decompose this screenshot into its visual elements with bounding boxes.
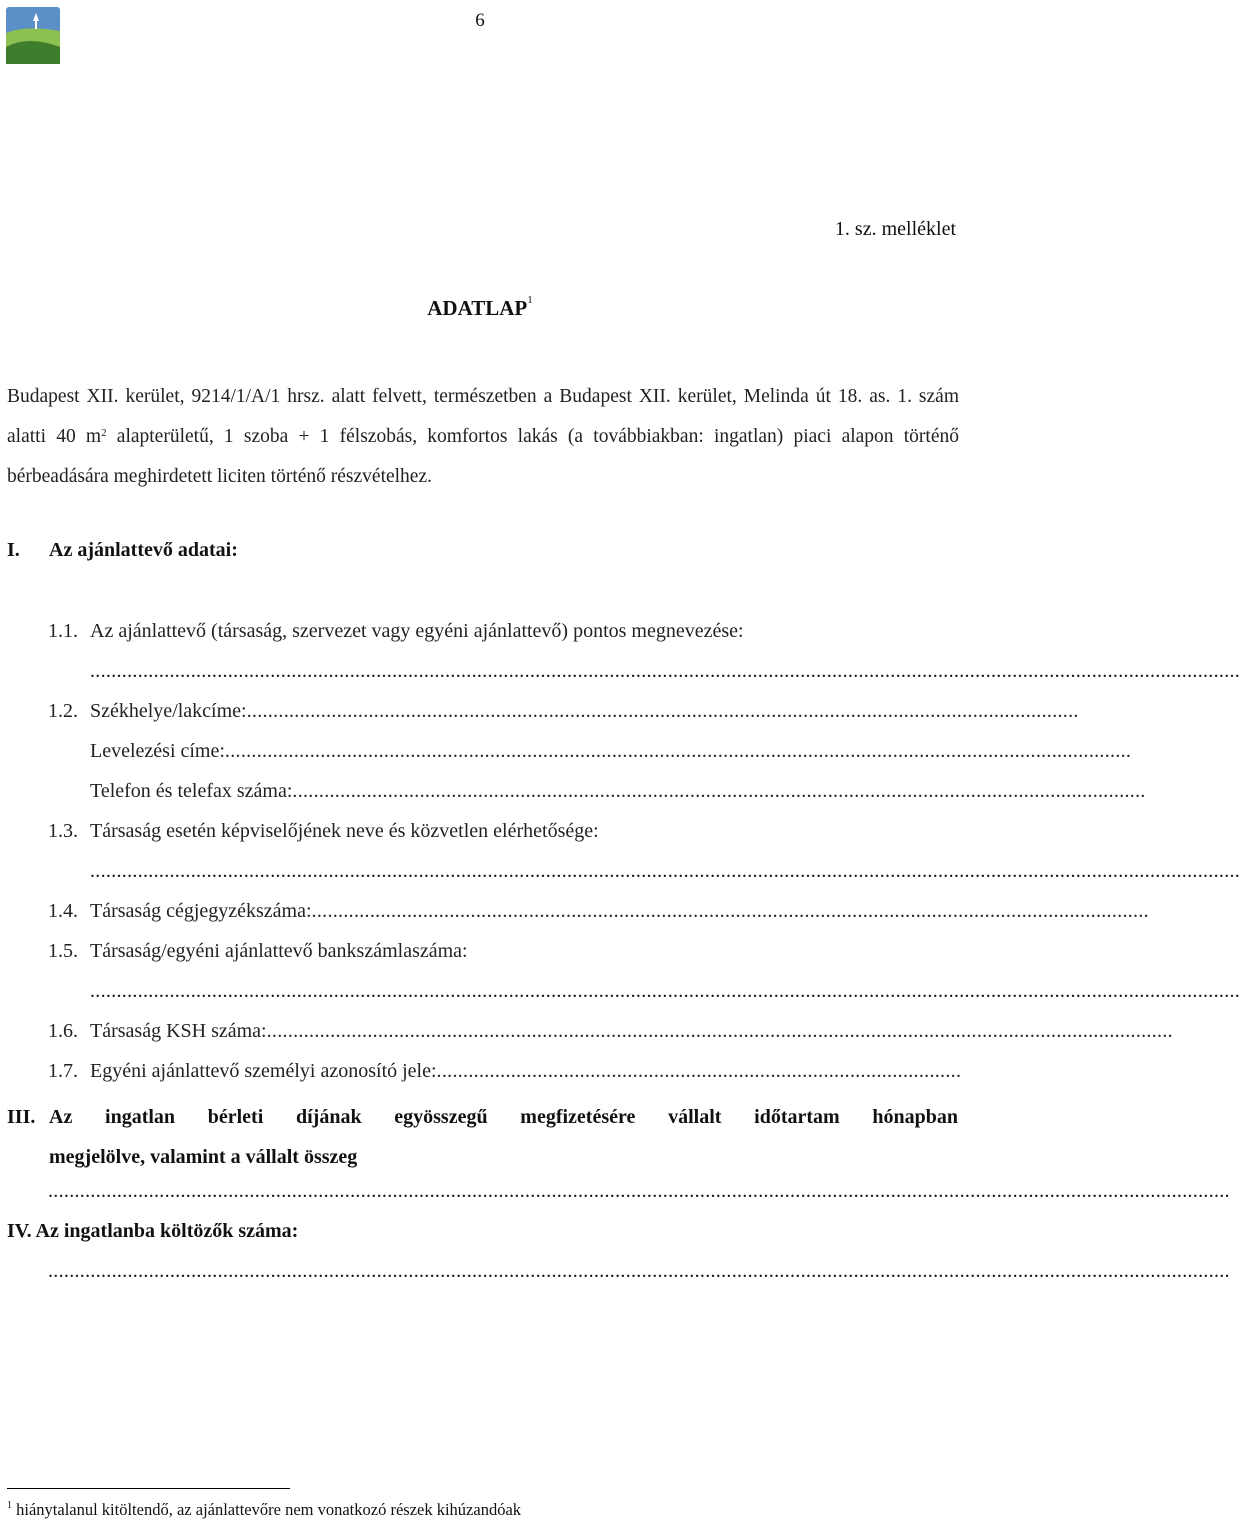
footnote: $^1$ hiánytalanul kitöltendő, az ajánlattevőre nem vonatkozó részek kihúzandóak xyxy=(7,1500,522,1519)
item-1-2-phone: Telefon és telefax száma:................................................................................................................................................................. xyxy=(90,780,1146,802)
intro-paragraph: Budapest XII. kerület, 9214/1/A/1 hrsz. alatt felvett, természetben a Budapest XII. kerület, Melinda út 18. as. 1. szám alatti 40 $m^2$ alapterületű, 1 szoba + 1 félszobás, komfortos lakás (a továbbiakban: ingatlan) piaci alapon történő bérbeadására meghirdetett liciten történő részvételhez. xyxy=(7,386,959,487)
section1-heading: I. Az ajánlattevő adatai: xyxy=(7,539,238,561)
page-number: 6 xyxy=(475,10,485,31)
fill-line-mail[interactable]: ........................................................................................................................................................................... xyxy=(224,740,1132,762)
fill-line-1-1[interactable]: ......................................................................................................................................................................................................................... xyxy=(90,660,1240,682)
item-1-7: 1.7. Egyéni ajánlattevő személyi azonosító jele:................................................................................................... xyxy=(48,1060,962,1082)
fill-line-1-4[interactable]: .............................................................................................................................................................. xyxy=(311,900,1149,922)
attachment-label: 1. sz. melléklet xyxy=(834,218,956,240)
fill-line-1-5[interactable]: ......................................................................................................................................................................................................................... xyxy=(90,980,1240,1002)
footnote-ref: 1 xyxy=(527,294,533,306)
item-1-4: 1.4. Társaság cégjegyzékszáma:.............................................................................................................................................................. xyxy=(48,900,1149,922)
fill-line-1-3[interactable]: ......................................................................................................................................................................................................................... xyxy=(90,860,1240,882)
section4-heading: IV. Az ingatlanba költözők száma: xyxy=(7,1220,299,1242)
fill-line-1-2[interactable]: ............................................................................................................................................................. xyxy=(246,700,1079,722)
item-1-1: 1.1. Az ajánlattevő (társaság, szervezet vagy egyéni ajánlattevő) pontos megnevezése: xyxy=(48,620,744,642)
page-title: ADATLAP$^1$ xyxy=(427,294,533,320)
item-1-5: 1.5. Társaság/egyéni ajánlattevő bankszámlaszáma: xyxy=(48,940,468,962)
footnote-separator xyxy=(7,1488,290,1489)
item-1-3: 1.3. Társaság esetén képviselőjének neve és közvetlen elérhetősége: xyxy=(48,820,599,842)
fill-line-3[interactable]: ............................................................................................................................................................................................................................... xyxy=(48,1180,1230,1202)
item-1-2-mail: Levelezési címe:........................................................................................................................................................................... xyxy=(90,740,1132,762)
section3-heading: III. Az ingatlan bérleti díjának egyösszegű megfizetésére vállalt időtartam hónapban megjelölve, valamint a vállalt összeg xyxy=(7,1106,958,1168)
fill-line-phone[interactable]: ................................................................................................................................................................. xyxy=(292,780,1146,802)
item-1-6: 1.6. Társaság KSH száma:........................................................................................................................................................................... xyxy=(48,1020,1173,1042)
fill-line-4[interactable]: ............................................................................................................................................................................................................................... xyxy=(48,1260,1230,1282)
fill-line-1-6[interactable]: ........................................................................................................................................................................... xyxy=(266,1020,1173,1042)
item-1-2: 1.2. Székhelye/lakcíme:............................................................................................................................................................. xyxy=(48,700,1079,722)
fill-line-1-7[interactable]: ................................................................................................... xyxy=(436,1060,962,1082)
